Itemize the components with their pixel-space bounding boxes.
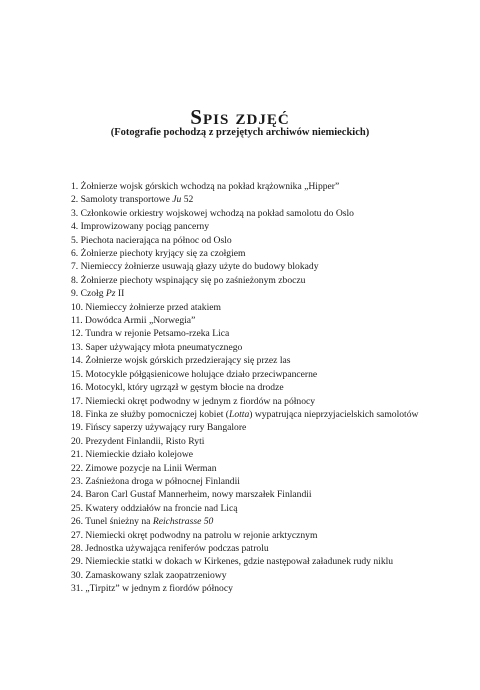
list-item-post: II [115, 288, 125, 300]
list-item [71, 395, 431, 408]
list-item-pre: 29. Niemieckie statki w dokach w Kirkenes, gdzie następował załadunek rudy niklu [71, 556, 394, 568]
list-item-pre: 2. Samoloty transportowe [71, 194, 173, 206]
list-item-pre: 7. Niemieccy żołnierze usuwają głazy użyte do budowy blokady [71, 261, 319, 273]
list-item [71, 421, 431, 434]
list-item-pre: 19. Fińscy saperzy używający rury Bangalore [71, 422, 247, 434]
list-item-pre: 18. Finka ze służby pomocniczej kobiet ( [71, 408, 229, 420]
list-item-pre: 21. Niemieckie działo kolejowe [71, 449, 194, 461]
page-subtitle: (Fotografie pochodzą z przejętych archiwów niemieckich) [110, 127, 370, 138]
list-item [71, 462, 431, 475]
list-item [71, 207, 431, 220]
photo-list [71, 180, 431, 596]
list-item [71, 368, 431, 381]
list-item-pre: 4. Improwizowany pociąg pancerny [71, 221, 209, 233]
list-item [71, 327, 431, 340]
list-item [71, 502, 431, 515]
list-item [71, 435, 431, 448]
list-item [71, 314, 431, 327]
list-item-pre: 22. Zimowe pozycje na Linii Werman [71, 462, 217, 474]
list-item [71, 287, 431, 300]
list-item-pre: 5. Piechota nacierająca na północ od Oslo [71, 234, 232, 246]
list-item-pre: 6. Żołnierze piechoty kryjący się za czołgiem [71, 248, 246, 260]
list-item-post: 52 [181, 194, 194, 206]
list-item [71, 341, 431, 354]
list-item-pre: 24. Baron Carl Gustaf Mannerheim, nowy marszałek Finlandii [71, 489, 312, 501]
list-item [71, 180, 431, 193]
list-item [71, 274, 431, 287]
list-item-italic: Reichstrasse 50 [152, 516, 214, 528]
list-item [71, 381, 431, 394]
list-item-pre: 11. Dowódca Armii „Norwegia” [71, 315, 196, 327]
list-item-italic: Lotta [229, 408, 250, 420]
list-item [71, 515, 431, 528]
list-item [71, 301, 431, 314]
list-item-pre: 17. Niemiecki okręt podwodny w jednym z fiordów na północy [71, 395, 316, 407]
list-item [71, 488, 431, 501]
list-item-pre: 10. Niemieccy żołnierze przed atakiem [71, 301, 221, 313]
list-item-pre: 30. Zamaskowany szlak zaopatrzeniowy [71, 569, 227, 581]
list-item-pre: 15. Motocykle półgąsienicowe holujące działo przeciwpancerne [71, 368, 318, 380]
list-item [71, 529, 431, 542]
list-item [71, 448, 431, 461]
list-item [71, 220, 431, 233]
list-item-pre: 23. Zaśnieżona droga w północnej Finlandii [71, 475, 240, 487]
list-item [71, 234, 431, 247]
list-item [71, 408, 431, 421]
list-item-pre: 14. Żołnierze wojsk górskich przedzierający się przez las [71, 355, 291, 367]
list-item-pre: 26. Tunel śnieżny na [71, 516, 153, 528]
list-item [71, 193, 431, 206]
list-item [71, 555, 431, 568]
list-item-pre: 1. Żołnierze wojsk górskich wchodzą na pokład krążownika „Hipper” [71, 181, 340, 192]
list-item-italic: Pz [105, 288, 116, 300]
list-item-pre: 31. „Tirpitz” w jednym z fiordów północy [71, 583, 233, 595]
list-item [71, 569, 431, 582]
list-item [71, 582, 431, 595]
list-item [71, 542, 431, 555]
page-title: Spis zdjęć [190, 105, 290, 129]
list-item-italic: Ju [172, 194, 182, 206]
list-item-post: ) wypatrująca nieprzyjacielskich samolotów [249, 408, 419, 420]
list-item-pre: 8. Żołnierze piechoty wspinający się po zaśnieżonym zboczu [71, 274, 306, 286]
list-item-pre: 28. Jednostka używająca reniferów podczas patrolu [71, 542, 269, 554]
list-item-pre: 3. Członkowie orkiestry wojskowej wchodzą na pokład samolotu do Oslo [71, 207, 354, 219]
list-item-pre: 27. Niemiecki okręt podwodny na patrolu w rejonie arktycznym [71, 529, 318, 541]
list-item-pre: 16. Motocykl, który ugrzązł w gęstym błocie na drodze [71, 382, 284, 394]
list-item-pre: 9. Czołg [71, 288, 106, 300]
list-item-pre: 13. Saper używający młota pneumatycznego [71, 341, 243, 353]
list-item-pre: 12. Tundra w rejonie Petsamo-rzeka Lica [71, 328, 230, 340]
list-item-pre: 25. Kwatery oddziałów na froncie nad Licą [71, 502, 238, 514]
list-item [71, 354, 431, 367]
list-item [71, 260, 431, 273]
list-item [71, 247, 431, 260]
list-item [71, 475, 431, 488]
list-item-pre: 20. Prezydent Finlandii, Risto Ryti [71, 435, 205, 447]
